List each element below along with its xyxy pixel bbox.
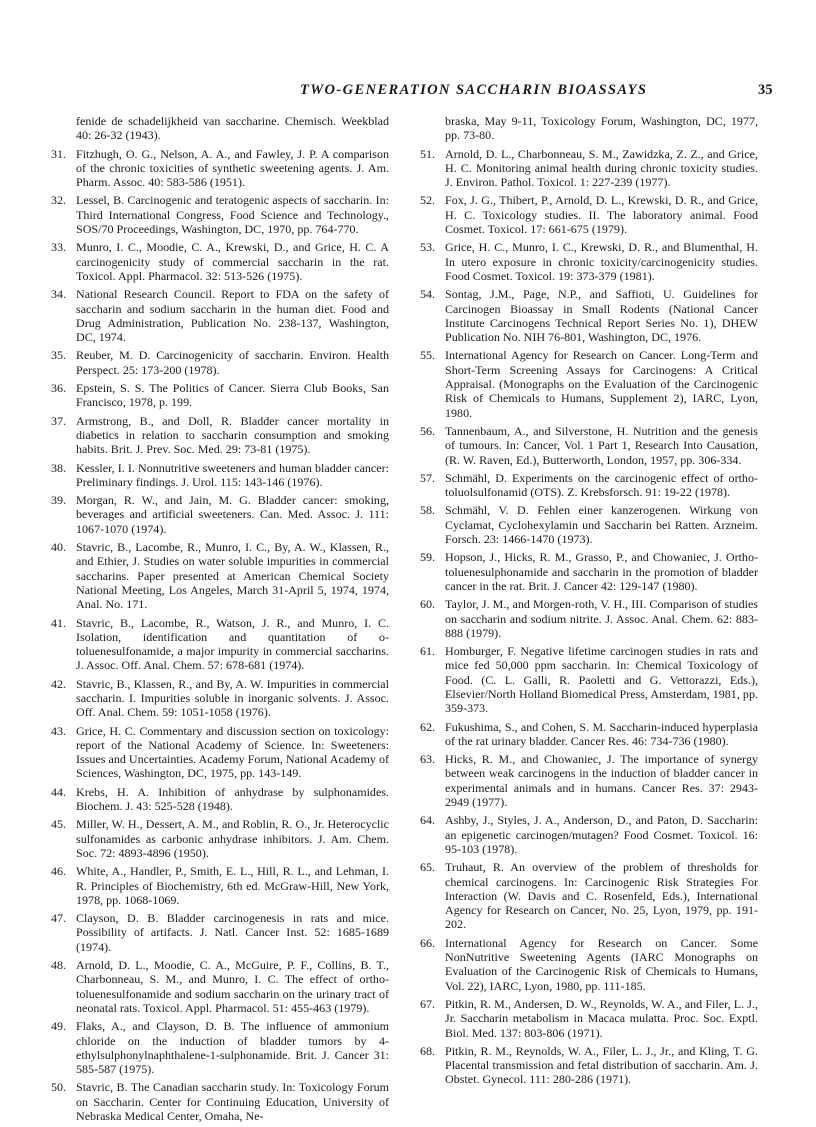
reference-entry xyxy=(51,677,389,720)
reference-column-left xyxy=(51,114,389,1127)
reference-continuation xyxy=(51,114,389,143)
reference-number: 46. xyxy=(51,864,67,879)
reference-text: Schmähl, D. Experiments on the carcinogenic effect of ortho-toluolsulfonamid (OTS). Z. Krebsforsch. 91: 19-22 (1978). xyxy=(445,470,758,500)
reference-entry xyxy=(420,550,758,593)
reference-text: Taylor, J. M., and Morgen-roth, V. H., III. Comparison of studies on saccharin and sodium nitrite. J. Assoc. Anal. Chem. 62: 883-888 (1979). xyxy=(445,597,758,640)
reference-number: 40. xyxy=(51,540,67,555)
reference-entry xyxy=(420,147,758,190)
reference-number: 44. xyxy=(51,784,67,799)
reference-entry xyxy=(420,1044,758,1087)
reference-text: Kessler, I. I. Nonnutritive sweeteners and human bladder cancer: Preliminary findings. J. Urol. 115: 143-146 (1976). xyxy=(76,460,389,489)
running-title: TWO-GENERATION SACCHARIN BIOASSAYS xyxy=(300,82,648,98)
reference-entry xyxy=(51,348,389,377)
reference-text: Clayson, D. B. Bladder carcinogenesis in rats and mice. Possibility of artifacts. J. Natl. Cancer Inst. 52: 1685-1689 (1974). xyxy=(76,911,389,954)
reference-entry xyxy=(51,724,389,781)
reference-number: 49. xyxy=(51,1019,67,1034)
reference-text: braska, May 9-11, Toxicology Forum, Washington, DC, 1977, pp. 73-80. xyxy=(445,114,758,143)
reference-number: 31. xyxy=(51,146,67,161)
reference-text: Fitzhugh, O. G., Nelson, A. A., and Fawley, J. P. A comparison of the chronic toxicities of synthetic sweetening agents. J. Am. Pharm. Assoc. 40: 583-586 (1951). xyxy=(76,146,389,190)
reference-continuation xyxy=(420,114,758,143)
reference-number: 36. xyxy=(51,381,67,396)
reference-text: Hicks, R. M., and Chowaniec, J. The importance of synergy between weak carcinogens in the induction of bladder cancer in experimental animals and in humans. Cancer Res. 37: 2943-2949 (1977). xyxy=(445,752,758,810)
reference-number: 33. xyxy=(51,240,67,255)
reference-text: Epstein, S. S. The Politics of Cancer. Sierra Club Books, San Francisco, 1978, p. 199. xyxy=(76,381,389,410)
reference-entry xyxy=(51,240,389,283)
reference-text: Ashby, J., Styles, J. A., Anderson, D., and Paton, D. Saccharin: an epigenetic carcinogen/mutagen? Food Cosmet. Toxicol. 16: 95-103 (1978). xyxy=(445,813,758,856)
reference-number: 63. xyxy=(420,752,436,767)
reference-entry xyxy=(51,817,389,860)
reference-text: Pitkin, R. M., Reynolds, W. A., Filer, L. J., Jr., and Kling, T. G. Placental transmission and fetal distribution of saccharin. Am. J. Obstet. Gynecol. 111: 280-286 (1971). xyxy=(445,1043,758,1087)
reference-number: 51. xyxy=(420,146,436,161)
reference-text: Schmähl, V. D. Fehlen einer kanzerogenen. Wirkung von Cyclamat, Cyclohexylamin und Saccharin bei Ratten. Arzneim. Forsch. 23: 1466-1470 (1973). xyxy=(445,503,758,547)
reference-number: 48. xyxy=(51,958,67,973)
reference-text: Stavric, B. The Canadian saccharin study. In: Toxicology Forum on Saccharin. Center for Continuing Education, University of Nebraska Medical Center, Omaha, Ne- xyxy=(76,1080,389,1123)
reference-text: Armstrong, B., and Doll, R. Bladder cancer mortality in diabetics in relation to saccharin consumption and smoking habits. Brit. J. Prev. Soc. Med. 29: 73-81 (1975). xyxy=(76,413,389,457)
reference-number: 53. xyxy=(420,240,436,255)
reference-number: 34. xyxy=(51,287,67,302)
reference-entry xyxy=(51,193,389,236)
reference-entry xyxy=(51,864,389,907)
reference-number: 39. xyxy=(51,493,67,508)
reference-number: 42. xyxy=(51,676,67,691)
reference-number: 37. xyxy=(51,413,67,428)
reference-text: International Agency for Research on Cancer. Long-Term and Short-Term Screening Assays for Carcinogens: A Critical Appraisal. (Monographs on the Evaluation of the Carcinogenic Risk of Chemicals to Humans, Supplement 2), IARC, Lyon, 1980. xyxy=(445,348,758,420)
reference-entry xyxy=(420,424,758,467)
reference-entry xyxy=(51,381,389,410)
reference-text: Reuber, M. D. Carcinogenicity of saccharin. Environ. Health Perspect. 25: 173-200 (1978). xyxy=(76,348,389,377)
reference-number: 38. xyxy=(51,460,67,475)
reference-text: Morgan, R. W., and Jain, M. G. Bladder cancer: smoking, beverages and artificial sweeteners. Can. Med. Assoc. J. 111: 1067-1070 (1974). xyxy=(76,493,389,536)
reference-text: International Agency for Research on Cancer. Some NonNutritive Sweetening Agents (IARC Monographs on Evaluation of the Carcinogenic Risk of Chemicals to Humans, Vol. 22), IARC, Lyon, 1980, pp. 111-185. xyxy=(445,935,758,993)
reference-number: 67. xyxy=(420,996,436,1011)
reference-text: Grice, H. C. Commentary and discussion section on toxicology: report of the National Academy of Science. In: Sweeteners: Issues and Uncertainties. Academy Forum, National Academy of Sciences, Washington, DC, 1975, pp. 143-149. xyxy=(76,723,389,781)
reference-number: 55. xyxy=(420,348,436,363)
reference-entry xyxy=(51,911,389,954)
reference-number: 56. xyxy=(420,423,436,438)
reference-entry xyxy=(51,1019,389,1076)
reference-text: Stavric, B., Lacombe, R., Munro, I. C., By, A. W., Klassen, R., and Ethier, J. Studies on water soluble impurities in commercial saccharins. Paper presented at American Chemical Society National Meeting, Los Angeles, March 31-April 5, 1974, 1974, Anal. No. 171. xyxy=(76,540,389,612)
reference-number: 35. xyxy=(51,348,67,363)
reference-number: 62. xyxy=(420,719,436,734)
page-number: 35 xyxy=(758,82,773,98)
reference-entry xyxy=(51,1080,389,1123)
reference-number: 61. xyxy=(420,644,436,659)
reference-text: Grice, H. C., Munro, I. C., Krewski, D. R., and Blumenthal, H. In utero exposure in chronic toxicity/carcinogenicity studies. Food Cosmet. Toxicol. 19: 373-379 (1981). xyxy=(445,240,758,283)
reference-entry xyxy=(420,597,758,640)
reference-number: 60. xyxy=(420,597,436,612)
reference-text: Hopson, J., Hicks, R. M., Grasso, P., and Chowaniec, J. Ortho-toluenesulphonamide and saccharin in the promotion of bladder cancer in the rat. Brit. J. Cancer 42: 129-147 (1980). xyxy=(445,550,758,593)
reference-number: 52. xyxy=(420,193,436,208)
reference-number: 54. xyxy=(420,287,436,302)
reference-number: 68. xyxy=(420,1043,436,1058)
reference-entry xyxy=(51,540,389,611)
reference-number: 59. xyxy=(420,550,436,565)
reference-text: Homburger, F. Negative lifetime carcinogen studies in rats and mice fed 50,000 ppm saccharin. In: Chemical Toxicology of Food. (C. L. Galli, R. Paoletti and G. Vettorazzi, Eds.), Elsevier/North Holland Biomedical Press, Amsterdam, 1981, pp. 359-373. xyxy=(445,644,758,716)
reference-number: 43. xyxy=(51,723,67,738)
reference-column-right xyxy=(420,114,758,1091)
reference-entry xyxy=(420,471,758,500)
reference-text: Sontag, J.M., Page, N.P., and Saffioti, U. Guidelines for Carcinogen Bioassay in Small Rodents (National Cancer Institute Carcinogens Technical Report Series No. 1), DHEW Publication No. NIH 76-801, Washington, DC, 1976. xyxy=(445,287,758,345)
reference-entry xyxy=(51,616,389,673)
reference-number: 58. xyxy=(420,503,436,518)
reference-text: Lessel, B. Carcinogenic and teratogenic aspects of saccharin. In: Third International Congress, Food Science and Technology., SOS/70 Proceedings, Washington, DC, 1970, pp. 764-770. xyxy=(76,193,389,237)
reference-entry xyxy=(420,997,758,1040)
reference-entry xyxy=(420,720,758,749)
reference-text: Tannenbaum, A., and Silverstone, H. Nutrition and the genesis of tumours. In: Cancer, Vol. 1 Part 1, Research Into Causation, (R. W. Raven, Ed.), Butterworth, London, 1957, pp. 306-334. xyxy=(445,423,758,467)
reference-number: 50. xyxy=(51,1080,67,1095)
reference-entry xyxy=(51,287,389,344)
reference-entry xyxy=(51,461,389,490)
reference-number: 57. xyxy=(420,470,436,485)
reference-text: Truhaut, R. An overview of the problem of thresholds for chemical carcinogens. In: Carcinogenic Risk Strategies For Interaction (W. Davis and C. Rosenfeld, Eds.), International Agency for Research on Cancer, No. 25, Lyon, 1979, pp. 191-202. xyxy=(445,860,758,932)
reference-number: 41. xyxy=(51,615,67,630)
reference-entry xyxy=(420,860,758,931)
reference-entry xyxy=(51,414,389,457)
reference-text: White, A., Handler, P., Smith, E. L., Hill, R. L., and Lehman, I. R. Principles of Biochemistry, 6th ed. McGraw-Hill, New York, 1978, pp. 1068-1069. xyxy=(76,864,389,907)
reference-text: Arnold, D. L., Moodie, C. A., McGuire, P. F., Collins, B. T., Charbonneau, S. M., and Munro, I. C. The effect of ortho-toluenesulfonamide and sodium saccharin on the urinary tract of neonatal rats. Toxicol. Appl. Pharmacol. 51: 455-463 (1979). xyxy=(76,958,389,1015)
reference-entry xyxy=(51,493,389,536)
reference-entry xyxy=(420,193,758,236)
reference-entry xyxy=(420,752,758,809)
reference-text: fenide de schadelijkheid van saccharine. Chemisch. Weekblad 40: 26-32 (1943). xyxy=(76,114,389,143)
reference-text: National Research Council. Report to FDA on the safety of saccharin and sodium saccharin in the human diet. Food and Drug Administration, Publication No. 238-137, Washington, DC, 1974. xyxy=(76,287,389,345)
reference-number: 65. xyxy=(420,860,436,875)
reference-text: Miller, W. H., Dessert, A. M., and Roblin, R. O., Jr. Heterocyclic sulfonamides as carbonic anhydrase inhibitors. J. Am. Chem. Soc. 72: 4893-4896 (1950). xyxy=(76,817,389,860)
reference-text: Munro, I. C., Moodie, C. A., Krewski, D., and Grice, H. C. A carcinogenicity study of commercial saccharin in the rat. Toxicol. Appl. Pharmacol. 32: 513-526 (1975). xyxy=(76,240,389,283)
reference-entry xyxy=(420,240,758,283)
reference-number: 66. xyxy=(420,935,436,950)
page-header xyxy=(0,82,816,104)
reference-text: Arnold, D. L., Charbonneau, S. M., Zawidzka, Z. Z., and Grice, H. C. Monitoring animal health during chronic toxicity studies. J. Environ. Pathol. Toxicol. 1: 227-239 (1977). xyxy=(445,146,758,190)
reference-entry xyxy=(420,644,758,715)
reference-number: 64. xyxy=(420,813,436,828)
reference-entry xyxy=(420,287,758,344)
reference-entry xyxy=(420,936,758,993)
reference-text: Krebs, H. A. Inhibition of anhydrase by sulphonamides. Biochem. J. 43: 525-528 (1948). xyxy=(76,784,389,814)
reference-entry xyxy=(51,785,389,814)
reference-number: 47. xyxy=(51,911,67,926)
reference-text: Stavric, B., Klassen, R., and By, A. W. Impurities in commercial saccharin. I. Impurities soluble in inorganic solvents. J. Assoc. Off. Anal. Chem. 59: 1051-1058 (1976). xyxy=(76,676,389,720)
reference-entry xyxy=(420,813,758,856)
reference-entry xyxy=(51,958,389,1015)
reference-number: 45. xyxy=(51,817,67,832)
reference-number: 32. xyxy=(51,193,67,208)
reference-text: Flaks, A., and Clayson, D. B. The influence of ammonium chloride on the induction of bladder tumors by 4-ethylsulphonylnaphthalene-1-sulphonamide. Brit. J. Cancer 31: 585-587 (1975). xyxy=(76,1019,389,1077)
reference-entry xyxy=(420,348,758,419)
reference-entry xyxy=(420,503,758,546)
reference-text: Fukushima, S., and Cohen, S. M. Saccharin-induced hyperplasia of the rat urinary bladder. Cancer Res. 46: 734-736 (1980). xyxy=(445,719,758,748)
reference-text: Pitkin, R. M., Andersen, D. W., Reynolds, W. A., and Filer, L. J., Jr. Saccharin metabolism in Macaca mulatta. Proc. Soc. Exptl. Biol. Med. 137: 803-806 (1971). xyxy=(445,996,758,1040)
reference-text: Fox, J. G., Thibert, P., Arnold, D. L., Krewski, D. R., and Grice, H. C. Toxicology studies. II. The laboratory animal. Food Cosmet. Toxicol. 17: 661-675 (1979). xyxy=(445,193,758,237)
reference-entry xyxy=(51,147,389,190)
reference-text: Stavric, B., Lacombe, R., Watson, J. R., and Munro, I. C. Isolation, identification and quantitation of o-toluenesulfonamide, a major impurity in commercial saccharins. J. Assoc. Off. Anal. Chem. 57: 678-681 (1974). xyxy=(76,615,389,673)
